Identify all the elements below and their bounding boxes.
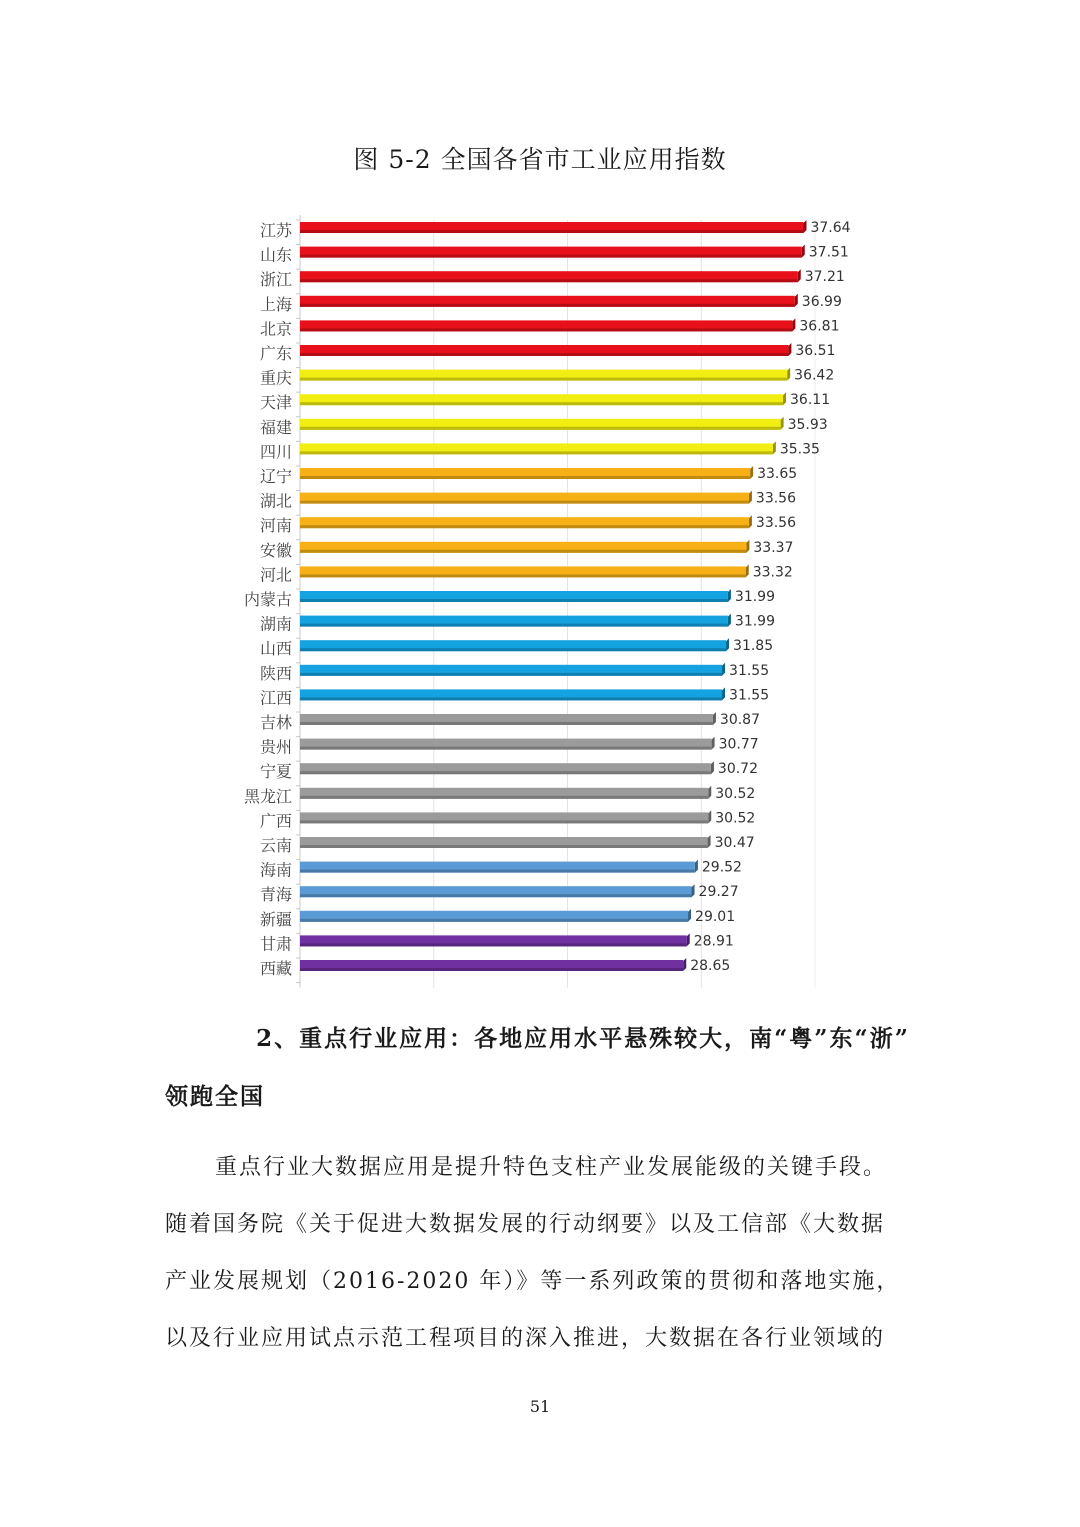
category-label: 湖南 [259,614,292,634]
bar-shadow [300,968,683,971]
data-label: 36.11 [790,392,831,409]
category-label: 重庆 [259,368,292,388]
bar-chart [220,205,851,995]
bar-shadow [300,599,728,602]
category-label: 西藏 [259,959,292,978]
category-label: 上海 [259,294,292,314]
bar-shadow [300,427,781,430]
bar-shadow [300,648,726,651]
data-label: 37.64 [810,220,851,236]
bar-shadow [300,574,746,577]
category-label: 江苏 [259,221,292,240]
category-label: 内蒙古 [243,590,292,609]
data-label: 29.27 [698,884,739,901]
category-label: 福建 [259,417,292,437]
bar-shadow [300,378,787,381]
section-heading-line1: 2、重点行业应用：各地应用水平悬殊较大，南“粤”东“浙” [256,1025,910,1052]
data-label: 30.77 [718,736,759,753]
category-label: 宁夏 [259,762,292,782]
bar-shadow [300,476,750,479]
bar-shadow [300,525,749,528]
data-label: 31.55 [729,662,770,679]
data-label: 37.51 [808,244,849,261]
data-label: 30.72 [717,761,759,778]
body-text-line: 随着国务院《关于促进大数据发展的行动纲要》以及工信部《大数据 [165,1212,886,1237]
bar-shadow [300,697,722,700]
data-label: 30.52 [715,810,756,827]
data-label: 31.55 [729,687,770,704]
data-label: 28.65 [690,958,731,974]
bar-shadow [300,722,713,725]
category-label: 浙江 [259,270,292,290]
category-label: 河南 [259,516,292,536]
body-text-line: 重点行业大数据应用是提升特色支柱产业发展能级的关键手段。 [215,1155,888,1180]
data-label: 33.37 [753,539,794,556]
category-label: 云南 [259,836,292,855]
data-label: 33.56 [755,515,797,532]
category-label: 陕西 [259,663,292,683]
category-label: 新疆 [259,909,292,929]
category-label: 贵州 [259,737,292,757]
bar-shadow [300,550,746,553]
chart-title: 图 5-2 全国各省市工业应用指数 [353,145,727,174]
section-heading-line2: 领跑全国 [165,1083,265,1110]
data-label: 30.87 [719,712,761,728]
category-label: 湖北 [259,491,292,511]
body-text-line: 产业发展规划（2016-2020 年）》等一系列政策的贯彻和落地实施， [165,1269,901,1294]
bar-shadow [300,943,687,946]
category-label: 山西 [259,639,292,659]
category-label: 甘肃 [259,934,292,954]
category-label: 辽宁 [259,467,292,486]
data-label: 29.01 [695,908,736,925]
data-label: 36.51 [795,343,836,359]
data-label: 36.81 [799,318,840,335]
data-label: 28.91 [693,933,734,950]
bar-shadow [300,451,773,454]
bar-shadow [300,894,692,897]
bar-shadow [300,255,802,258]
chart-area [220,205,851,995]
data-label: 31.99 [734,589,776,605]
bar-shadow [300,328,792,331]
bar-shadow [300,820,708,823]
bar-shadow [300,771,711,774]
bar-shadow [300,402,783,405]
data-label: 31.99 [734,613,776,630]
data-label: 36.99 [801,293,842,310]
page-number: 51 [529,1397,551,1416]
bar-shadow [300,919,688,922]
data-label: 30.52 [715,785,756,802]
data-label: 33.65 [757,466,798,482]
bar-shadow [300,796,708,799]
data-label: 37.21 [804,269,845,286]
category-label: 吉林 [259,713,292,732]
data-label: 31.85 [733,638,774,655]
data-label: 36.42 [794,367,835,384]
bar-shadow [300,279,798,282]
bar-shadow [300,747,712,750]
bar-shadow [300,845,708,848]
category-label: 四川 [259,442,292,462]
category-label: 江西 [259,688,292,708]
bar-shadow [300,304,795,307]
bar-shadow [300,501,749,504]
category-label: 山东 [259,245,292,265]
category-label: 北京 [259,319,292,339]
bar-shadow [300,624,728,627]
category-label: 黑龙江 [243,786,292,806]
data-label: 35.35 [779,441,820,458]
category-label: 天津 [259,393,292,413]
category-label: 广西 [259,811,292,831]
data-label: 33.56 [755,490,797,507]
data-label: 33.32 [752,564,793,581]
body-text-line: 以及行业应用试点示范工程项目的深入推进，大数据在各行业领域的 [165,1326,886,1351]
bar-shadow [300,230,803,233]
category-label: 河北 [259,565,292,585]
category-label: 广东 [259,344,292,363]
category-label: 青海 [259,885,292,905]
data-label: 35.93 [787,416,828,433]
bar-shadow [300,673,722,676]
data-label: 30.47 [714,835,755,851]
bar-shadow [300,870,695,873]
data-label: 29.52 [701,859,742,876]
bar-shadow [300,353,788,356]
category-label: 海南 [259,860,292,880]
category-label: 安徽 [259,540,292,560]
